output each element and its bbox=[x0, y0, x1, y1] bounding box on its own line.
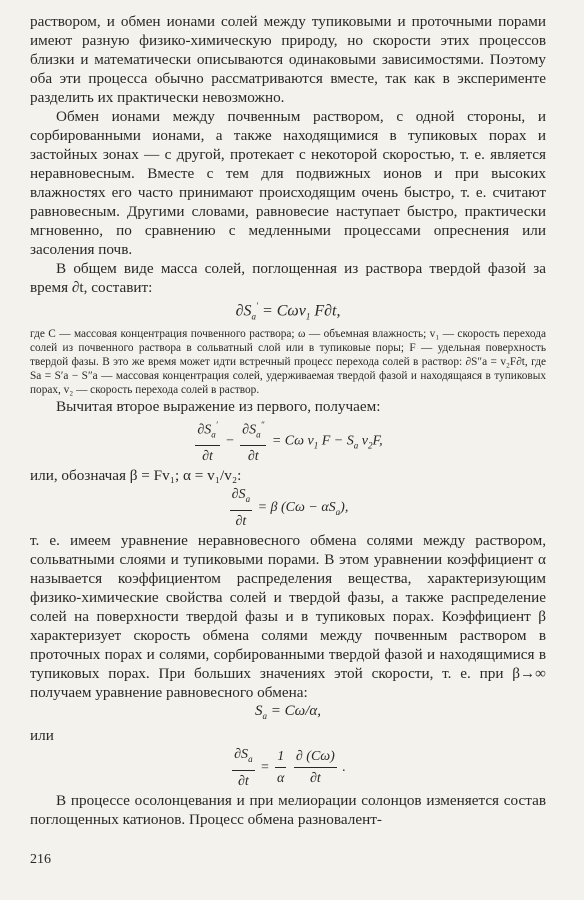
paragraph-8: или bbox=[30, 726, 54, 744]
equation-3: $\frac{\partial S_a}{\partial t}$ = β $(C\omega - \alpha S_a)$, bbox=[231, 486, 349, 529]
paragraph-1: раствором, и обмен ионами солей между тупиковыми и проточными порами имеют разную физико-химическую природу, но скорости этих процессов близки и математически описываются одинаковыми зависимостями. Поэтому оба эти процесса обычно рассматриваются вместе, так как в эксперименте разделить их практически невозможно. bbox=[30, 13, 546, 106]
paragraph-7: т. е. имеем уравнение неравновесного обмена солями между раствором, сольватными слоями и тупиковыми порами. В этом уравнении коэффициент α называется коэффициентом распределения вещества, характеризующим физико-химические свойства солей и твердой фазы, а также распределение солей на поверхности твердой фазы и в тупиковых порах. Коэффициент β характеризует скорость обмена солями между почвенным раствором в проточных порах и солями, сорбированными твердой фазой и находящимися в тупиковых порах. При больших значениях этой скорости, т. е. при β→∞ получаем уравнение равновесного обмена: bbox=[30, 531, 546, 701]
equation-4: $S_a = C\omega/\alpha$, bbox=[254, 702, 321, 721]
paragraph-3: В общем виде масса солей, поглощенная из раствора твердой фазой за время ∂t, составит: bbox=[30, 260, 546, 296]
page-number: 216 bbox=[30, 852, 51, 867]
paragraph-9: В процессе осолонцевания и при мелиорации солонцов изменяется состав поглощенных катионов. Процесс обмена разновалент- bbox=[30, 791, 546, 828]
paragraph-5: Вычитая второе выражение из первого, получаем: bbox=[56, 397, 381, 415]
paragraph-6: или, обозначая β = Fv₁; α = v₁/v₂: bbox=[30, 466, 242, 484]
paragraph-4-definitions: где C — массовая концентрация почвенного раствора; ω — объемная влажность; v₁ — скорость перехода солей из почвенного раствора в сольватный слой или в тупиковые поры; F — удельная поверхность твердой фазы. В это же время может идти встречный процесс перехода солей в раствор: ∂S″a = v₂F∂t, где Sa = S′a − S″a — массовая концентрация солей, удерживаемая твердой фазой и находящаяся в тупиковых порах, v₂ — скорость перехода солей в раствор. bbox=[30, 327, 546, 396]
equation-5: $\frac{\partial S_a}{\partial t}$ = $\frac{1}{\alpha}$ $\frac{\partial (C\omega)}{\partial t}$ . bbox=[234, 746, 346, 789]
page-body bbox=[30, 12, 546, 829]
paragraph-2: Обмен ионами между почвенным раствором, с одной стороны, и сорбированными ионами, а также находящимися в тупиковых порах и застойных зонах — с другой, протекает с некоторой скоростью, т. е. является неравновесным. Вместе с тем для подвижных ионов и при высоких влажностях его часто принимают происходящим очень быстро, т. е. считают равновесным. Другими словами, равновесие наступает быстро, практически мгновенно, по сравнению с медленными процессами опреснения или засоления почв. bbox=[30, 108, 546, 258]
equation-2: $\frac{\partial S_a'}{\partial t}$ − $\frac{\partial S_a''}{\partial t}$ = Cω $v_1$ $F - S_a$ $v_2F$, bbox=[30, 416, 546, 466]
equation-1: $\partial S_a' = C\omega v_1$ F∂t, bbox=[235, 301, 341, 322]
